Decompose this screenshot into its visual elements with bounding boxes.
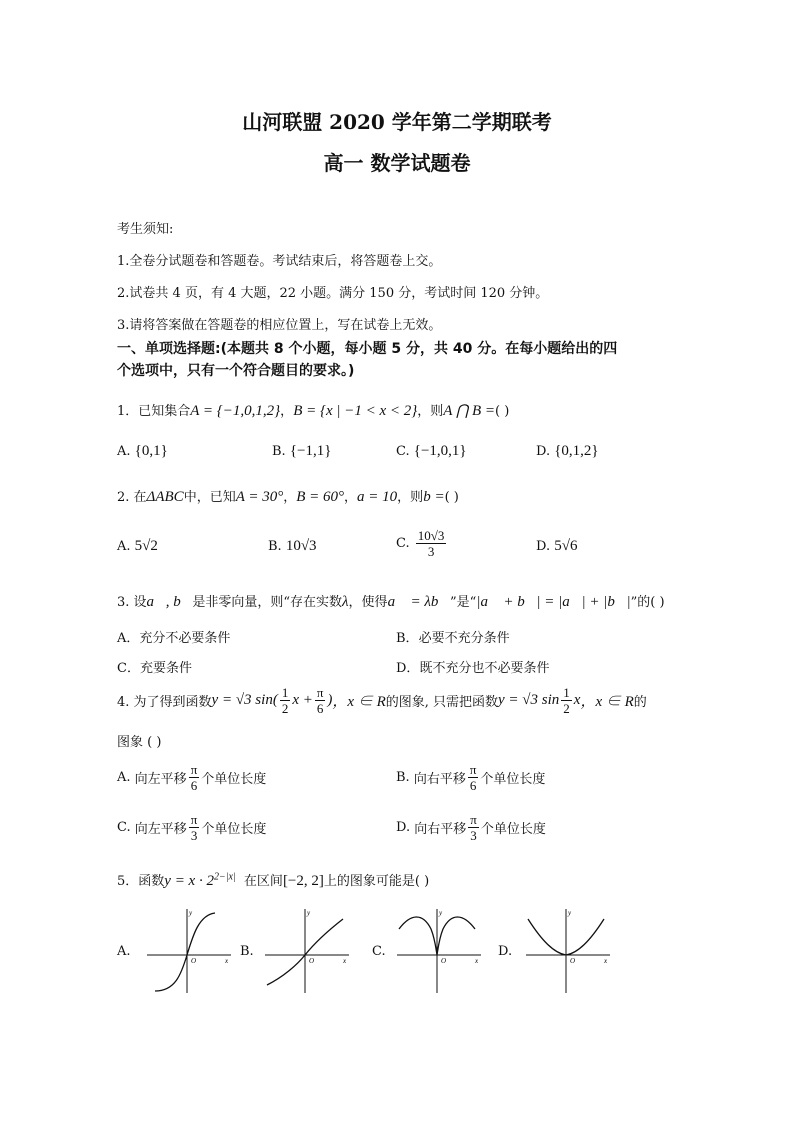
q5-option-c-label: C. [372,944,386,959]
q1-paren: ( ) [495,404,510,419]
q1-prefix: 1．已知集合 [117,404,191,419]
q3-option-d: D．既不充分也不必要条件 [396,661,550,676]
notice-item-3: 3.请将答案做在答题卷的相应位置上，写在试卷上无效。 [117,318,442,333]
q5-b-origin: O [309,957,315,965]
q5-graph-b [263,905,353,995]
q5-c-origin: O [441,957,447,965]
q1-expr: A ⋂ B = [443,403,496,419]
q3-option-a: A．充分不必要条件 [117,631,231,646]
q4-option-d: D. 向右平移 $\frac{\pi}{3}$ 个单位长度 [396,812,546,843]
q2-option-c: C. $\frac{10√3}{3}$ [396,528,445,559]
q5-d-y-label: y [568,909,572,917]
exam-title: 山河联盟 2020 学年第二学期联考 [242,110,552,134]
q5-c-y-label: y [439,909,443,917]
q1-option-a: A. {0,1} [117,443,168,459]
q1-option-d: D. {0,1,2} [536,443,599,459]
q5-graph-c [395,905,485,995]
q5-b-y-label: y [307,909,311,917]
q1-option-c: C. {−1,0,1} [396,443,467,459]
q2-option-d: D. 5√6 [536,538,578,554]
question-4: 4. 为了得到函数 y = √3 sin( $\frac{1}{2}$ x + $\frac{\pi}{6}$ ) ，x ∈ R 的图象, 只需把函数 y = √3 sin $\frac{1}{2}$ x ，x ∈ R 的 [117,685,647,716]
question-1 [117,400,509,420]
q5-c-x-label: x [475,957,479,965]
q1-option-b: B. {−1,1} [272,443,332,459]
q2-option-a: A. 5√2 [117,538,158,554]
q5-option-a-label: A. [117,944,131,959]
section-heading-line1: 一、单项选择题:(本题共 8 个小题，每小题 5 分，共 40 分。在每小题给出的四 [117,341,618,357]
section-heading-line2: 个选项中，只有一个符合题目的要求。) [117,363,355,379]
notice-heading: 考生须知: [117,222,174,237]
q5-graph-d [524,905,614,995]
q4-option-b: B. 向右平移 $\frac{\pi}{6}$ 个单位长度 [396,762,546,793]
question-5: 5．函数$y = x \cdot 2^{2-|x|}$ 在区间[−2, 2]上的图象可能是( ) [117,871,430,889]
q2-option-b: B. 10√3 [268,538,317,554]
q5-d-origin: O [570,957,576,965]
q5-graph-a [145,905,235,995]
q3-option-c: C．充要条件 [117,661,192,676]
notice-item-2: 2.试卷共 4 页，有 4 大题，22 小题。满分 150 分，考试时间 120 分钟。 [117,286,549,301]
question-3: 3. 设a⃗, b⃗是非零向量，则“存在实数λ，使得a⃗ = λb⃗”是“|a⃗ + b⃗| = |a⃗| + |b⃗|”的( ) [117,594,665,610]
q1-then: ，则 [417,404,444,419]
exam-subtitle: 高一 数学试题卷 [323,151,471,175]
q4-option-a: A. 向左平移 $\frac{\pi}{6}$ 个单位长度 [117,762,267,793]
q5-option-b-label: B. [240,944,254,959]
q5-d-x-label: x [604,957,608,965]
q1-set-b: B = {x | −1 < x < 2} [293,403,418,419]
q1-set-a: A = {−1,0,1,2} [190,403,281,419]
q5-a-y-label: y [189,909,193,917]
notice-item-1: 1.全卷分试题卷和答题卷。考试结束后，将答题卷上交。 [117,254,442,269]
q5-option-d-label: D. [498,944,513,959]
q1-comma: ， [280,404,294,419]
q4-line2: 图象 ( ) [117,735,162,750]
q4-option-c: C. 向左平移 $\frac{\pi}{3}$ 个单位长度 [117,812,267,843]
question-2: 2. 在ΔABC中，已知A = 30°，B = 60°，a = 10，则b =( ) [117,489,459,505]
q5-a-origin: O [191,957,197,965]
q3-option-b: B．必要不充分条件 [396,631,510,646]
q5-b-x-label: x [343,957,347,965]
q5-a-x-label: x [225,957,229,965]
